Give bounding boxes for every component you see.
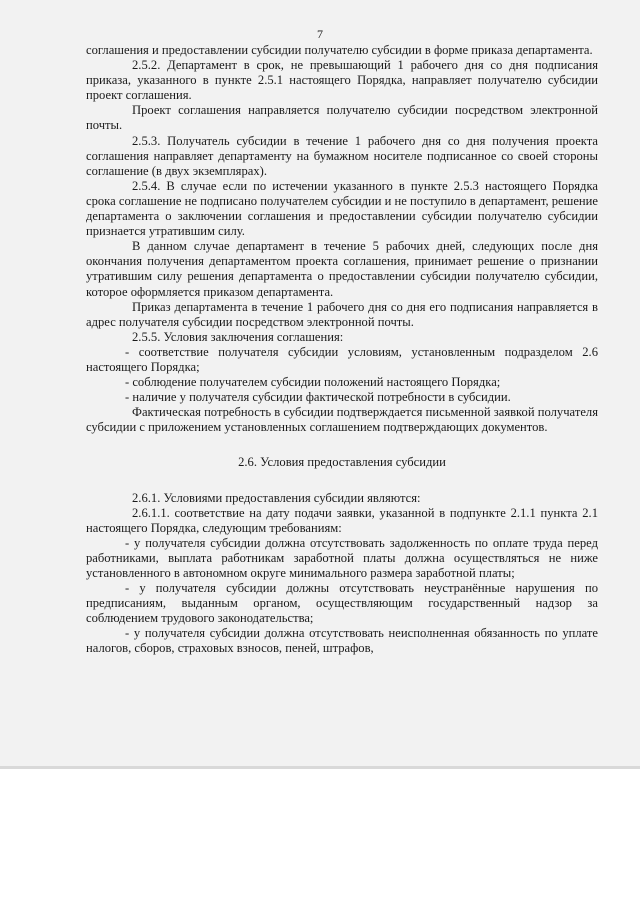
sheet-edge <box>0 766 640 769</box>
list-item: - у получателя субсидии должна отсутствовать задолженность по оплате труда перед работниками, выплата работникам заработной платы должна осуществляться не ниже установленного в автономном округе минимального размера заработной платы; <box>86 535 598 580</box>
paragraph: 2.5.2. Департамент в срок, не превышающий 1 рабочего дня со дня подписания приказа, указанного в пункте 2.5.1 настоящего Порядка, направляет получателю субсидии проект соглашения. <box>86 58 598 103</box>
paragraph: В данном случае департамент в течение 5 рабочих дней, следующих после дня окончания получения департаментом проекта соглашения, принимает решение о признании утратившим силу решения департамента о предоставлении субсидии получателю субсидии, которое оформляется приказом департамента. <box>86 239 598 299</box>
list-item: - наличие у получателя субсидии фактической потребности в субсидии. <box>125 390 511 405</box>
list-item: - у получателя субсидии должна отсутствовать неисполненная обязанность по уплате налогов, сборов, страховых взносов, пеней, штрафов, <box>86 626 598 656</box>
paragraph: 2.5.3. Получатель субсидии в течение 1 рабочего дня со дня получения проекта соглашения направляет департаменту на бумажном носителе подписанное со своей стороны соглашение (в двух экземплярах). <box>86 133 598 178</box>
list-item: - у получателя субсидии должны отсутствовать неустранённые нарушения по предписаниям, выданным органом, осуществляющим государственный надзор за соблюдением трудового законодательства; <box>86 581 598 626</box>
list-item: - соответствие получателя субсидии условиям, установленным подразделом 2.6 настоящего Порядка; <box>86 344 598 374</box>
paragraph: соглашения и предоставлении субсидии получателю субсидии в форме приказа департамента. <box>86 43 593 57</box>
paragraph: Проект соглашения направляется получателю субсидии посредством электронной почты. <box>86 103 598 133</box>
page-number: 7 <box>317 27 323 41</box>
paragraph: Приказ департамента в течение 1 рабочего дня со дня его подписания направляется в адрес получателя субсидии посредством электронной почты. <box>86 299 598 329</box>
paragraph: 2.5.5. Условия заключения соглашения: <box>132 329 344 344</box>
section-title: 2.6. Условия предоставления субсидии <box>238 455 446 470</box>
list-item: - соблюдение получателем субсидии положений настоящего Порядка; <box>125 375 501 390</box>
paragraph: 2.6.1. Условиями предоставления субсидии являются: <box>132 490 421 505</box>
paragraph: 2.5.4. В случае если по истечении указанного в пункте 2.5.3 настоящего Порядка срока соглашение не подписано получателем субсидии и не поступило в департамент, решение департамента о заключении соглашения и предоставлении субсидии получателю субсидии признается утратившим силу. <box>86 178 599 239</box>
paragraph: Фактическая потребность в субсидии подтверждается письменной заявкой получателя субсидии с приложением установленных соглашением подтверждающих документов. <box>86 405 598 435</box>
paragraph: 2.6.1.1. соответствие на дату подачи заявки, указанной в подпункте 2.1.1 пункта 2.1 настоящего Порядка, следующим требованиям: <box>86 505 598 535</box>
document-body <box>86 43 598 657</box>
